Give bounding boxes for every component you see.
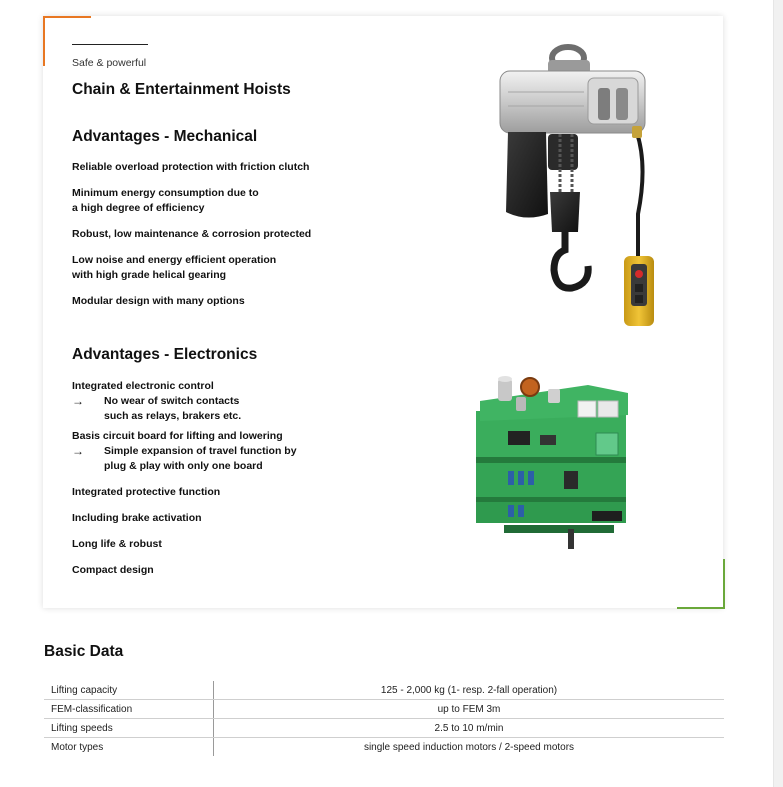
table-cell-key: Lifting speeds (44, 719, 214, 738)
list-sub-item: → No wear of switch contacts such as relays, brakers etc. (72, 394, 242, 422)
table-row (44, 681, 724, 700)
page-title: Chain & Entertainment Hoists (72, 81, 291, 98)
table-row (44, 700, 724, 719)
list-item: Minimum energy consumption due to a high degree of efficiency (72, 187, 259, 214)
list-item: Compact design (72, 564, 154, 576)
list-item: Low noise and energy efficient operation with high grade helical gearing (72, 254, 277, 281)
electronics-list (72, 379, 372, 578)
corner-accent-top-left-vertical (43, 16, 45, 66)
list-item: Integrated protective function (72, 486, 221, 498)
chain-hoist-image (498, 44, 656, 329)
table-cell-value: up to FEM 3m (214, 700, 725, 719)
table-cell-value: single speed induction motors / 2-speed motors (363, 741, 575, 753)
table-cell-key: Lifting capacity (44, 681, 214, 700)
list-item: Reliable overload protection with friction clutch (72, 161, 310, 173)
table-row (44, 738, 724, 757)
table-cell-key: Motor types (44, 738, 214, 757)
page-edge (773, 0, 783, 787)
mechanical-list (72, 160, 372, 309)
list-item: Long life & robust (72, 538, 162, 550)
arrow-right-icon: → (72, 444, 84, 458)
list-item: Basis circuit board for lifting and lowering (72, 430, 283, 442)
product-card (43, 16, 723, 608)
table-cell-key: FEM-classification (44, 700, 214, 719)
arrow-right-icon: → (72, 394, 84, 408)
table-row (44, 719, 724, 738)
table-cell-value: 125 - 2,000 kg (1- resp. 2-fall operation) (214, 681, 725, 700)
corner-accent-top-left (43, 16, 91, 18)
corner-accent-bottom-right-vertical (723, 559, 725, 609)
table-cell-value: 2.5 to 10 m/min (214, 719, 725, 738)
list-item: Robust, low maintenance & corrosion protected (72, 228, 312, 240)
list-item: Including brake activation (72, 512, 202, 524)
tagline-rule (72, 44, 148, 45)
electronics-heading: Advantages - Electronics (72, 346, 258, 363)
tagline: Safe & powerful (72, 57, 147, 69)
corner-accent-bottom-right (677, 607, 725, 609)
list-item: Integrated electronic control (72, 380, 214, 392)
basic-data-table (44, 681, 724, 756)
basic-data-heading: Basic Data (44, 643, 124, 660)
list-item: Modular design with many options (72, 295, 245, 307)
list-sub-item: → Simple expansion of travel function by plug & play with only one board (72, 444, 297, 472)
mechanical-heading: Advantages - Mechanical (72, 128, 258, 145)
circuit-board-image (468, 371, 638, 551)
